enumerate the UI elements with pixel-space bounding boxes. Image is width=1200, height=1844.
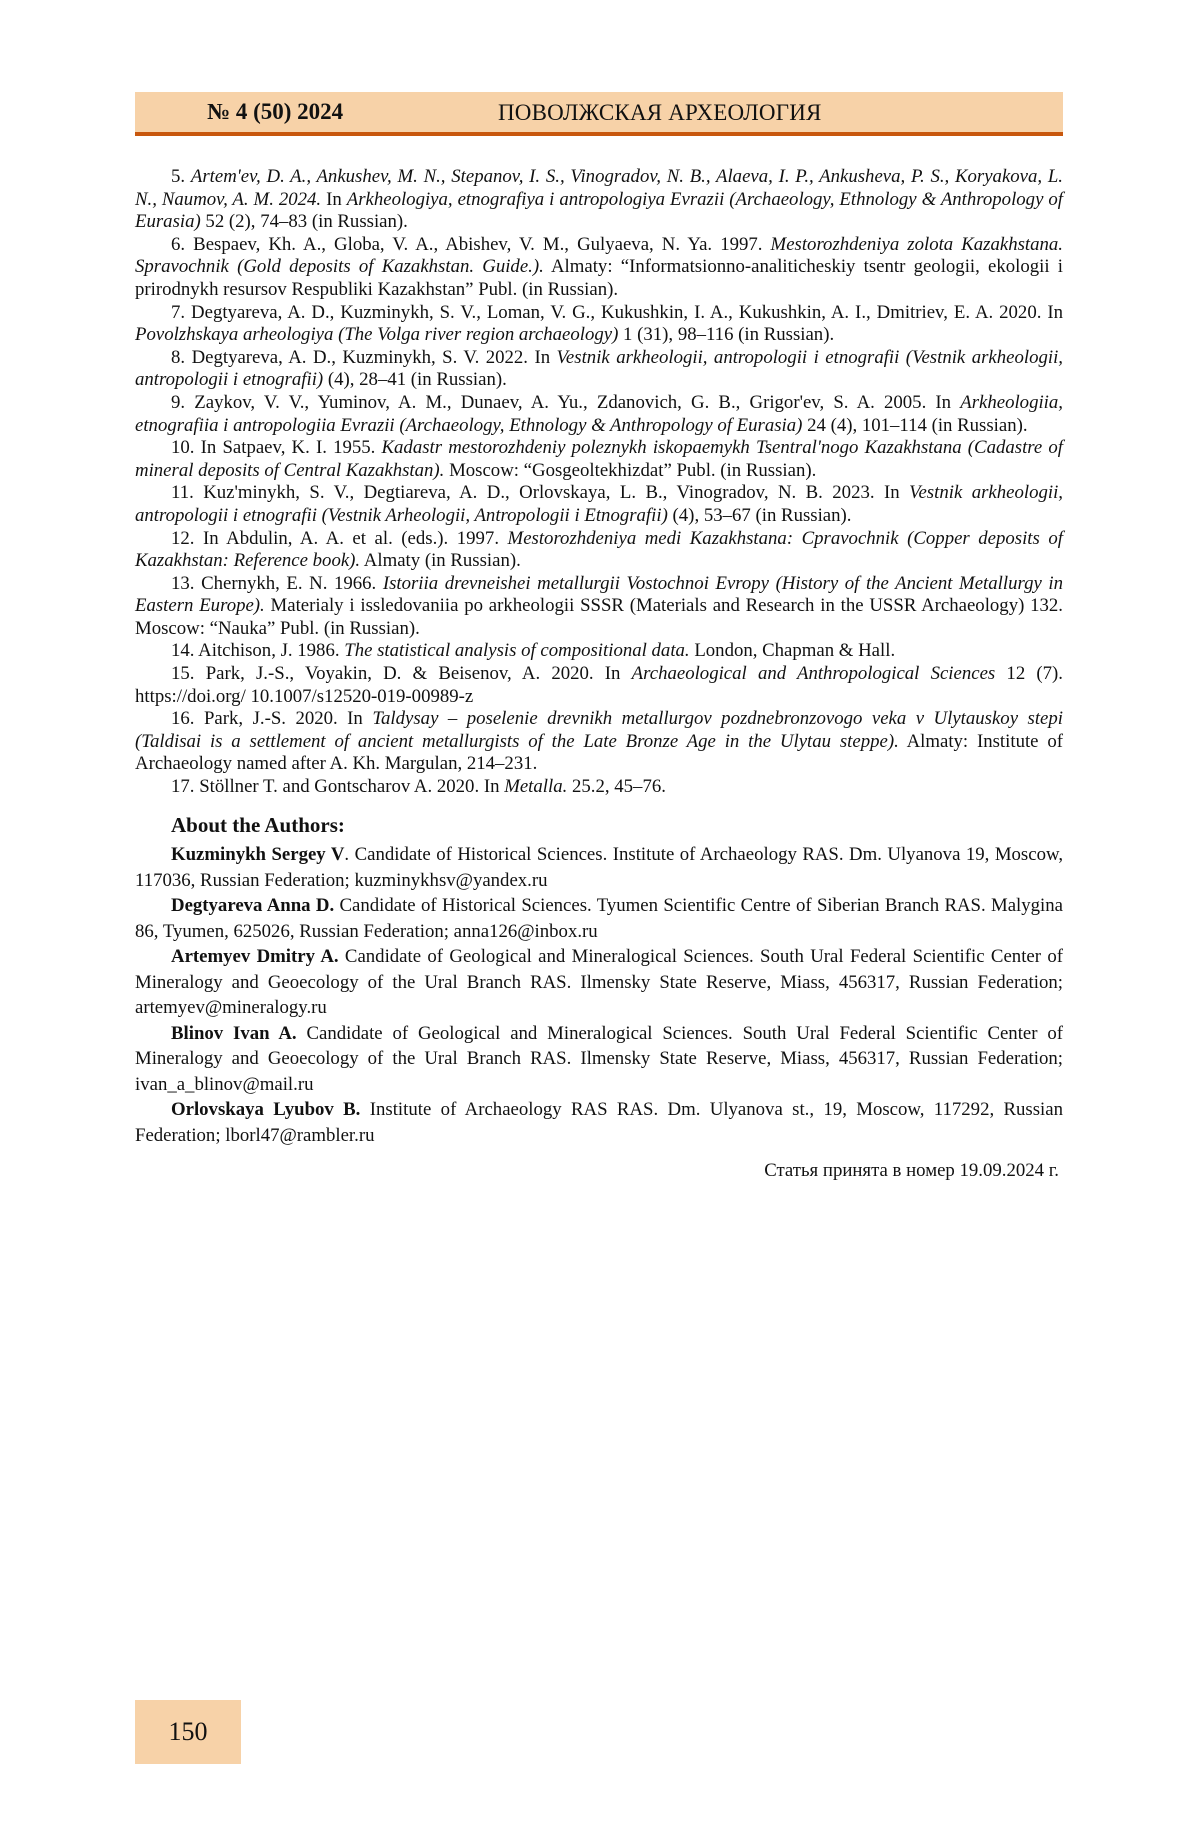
ref-details: 1 (31), 98–116 (in Russian). (618, 324, 834, 345)
ref-authors: Stöllner T. and Gontscharov A. 2020. (199, 776, 479, 797)
page-content (135, 166, 1063, 1183)
author-affiliation: Candidate of Geological and Mineralogical Sciences. South Ural Federal Scientific Center of Mineralogy and Geoecology of the Ural Branch RAS. Ilmensky State Reserve, Miass, 456317, Russian Federation; ivan_a_blinov@mail.ru (135, 1023, 1063, 1095)
author-affiliation: Candidate of Historical Sciences. Tyumen Scientific Centre of Siberian Branch RAS. Malygina 86, Tyumen, 625026, Russian Federation; anna126@inbox.ru (135, 895, 1063, 942)
ref-number: 17. (171, 776, 194, 797)
author-affiliation: Candidate of Geological and Mineralogical Sciences. South Ural Federal Scientific Center of Mineralogy and Geoecology of the Ural Branch RAS. Ilmensky State Reserve, Miass, 456317, Russian Federation; artemyev@mineralogy.ru (135, 946, 1063, 1018)
ref-details: 12 (7). https://doi.org/ 10.1007/s12520-019-00989-z (135, 663, 1063, 707)
ref-number: 7. (171, 302, 185, 323)
ref-number: 12. (171, 528, 194, 549)
reference-list (135, 166, 1063, 799)
ref-pre: In (1041, 302, 1063, 323)
ref-pre (762, 234, 770, 255)
ref-title: Kadastr mestorozhdeniy poleznykh iskopaemykh Tsentral'nogo Kazakhstana (Cadastre of mineral deposits of Central Kazakhstan). (135, 437, 1063, 481)
ref-authors: In Satpaev, K. I. 1955. (201, 437, 376, 458)
ref-pre (499, 528, 508, 549)
ref-pre (376, 573, 383, 594)
ref-pre: In (528, 347, 557, 368)
ref-number: 9. (171, 392, 185, 413)
reference-item (135, 437, 1063, 482)
ref-title: Vestnik arkheologii, antropologii i etnografii (Vestnik Arheologii, Antropologii i Etnografii) (135, 482, 1063, 526)
ref-details: (4), 53–67 (in Russian). (668, 505, 852, 526)
ref-title: Arkheologiia, etnografiia i antropologiia Evrazii (Archaeology, Ethnology & Anthropology of Eurasia) (135, 392, 1063, 436)
ref-authors: Chernykh, E. N. 1966. (201, 573, 376, 594)
ref-title: Istoriia drevneishei metallurgii Vostochnoi Evropy (History of the Ancient Metallurgy in Eastern Europe). (135, 573, 1063, 617)
author-list (135, 842, 1063, 1148)
author-entry (135, 1021, 1063, 1098)
ref-title: Mestorozhdeniya medi Kazakhstana: Cpravochnik (Copper deposits of Kazakhstan: Reference book). (135, 528, 1063, 572)
author-affiliation: . Candidate of Historical Sciences. Institute of Archaeology RAS. Dm. Ulyanova 19, Moscow, 117036, Russian Federation; kuzminykhsv@yandex.ru (135, 844, 1063, 891)
ref-title: Archaeological and Anthropological Sciences (632, 663, 996, 684)
reference-item (135, 347, 1063, 392)
reference-item (135, 573, 1063, 641)
ref-number: 10. (171, 437, 194, 458)
author-name: Artemyev Dmitry A. (171, 946, 339, 967)
ref-number: 15. (171, 663, 194, 684)
ref-authors: Artem'ev, D. A., Ankushev, M. N., Stepanov, I. S., Vinogradov, N. B., Alaeva, I. P., Ankusheva, P. S., Koryakova, L. N., Naumov, A. M. 2024. (135, 166, 1063, 210)
author-entry (135, 842, 1063, 893)
acceptance-note: Статья принята в номер 19.09.2024 г. (135, 1160, 1063, 1183)
reference-item (135, 528, 1063, 573)
about-authors-heading: About the Authors: (171, 814, 1063, 837)
ref-authors: Degtyareva, A. D., Kuzminykh, S. V. 2022. (192, 347, 528, 368)
ref-details: Almaty (in Russian). (360, 550, 521, 571)
ref-title: Metalla. (504, 776, 567, 797)
ref-number: 5. (171, 166, 185, 187)
reference-item (135, 166, 1063, 234)
page-number: 150 (135, 1700, 241, 1764)
ref-authors: Degtyareva, A. D., Kuzminykh, S. V., Loman, V. G., Kukushkin, I. A., Kukushkin, A. I., Dmitriev, E. A. 2020. (191, 302, 1041, 323)
ref-number: 16. (171, 708, 194, 729)
ref-details: Almaty: “Informatsionno-analiticheskiy tsentr geologii, ekologii i prirodnykh resursov Respubliki Kazakhstan” Publ. (in Russian). (135, 256, 1063, 300)
ref-authors: Bespaev, Kh. A., Globa, V. A., Abishev, V. M., Gulyaeva, N. Ya. 1997. (193, 234, 762, 255)
issue-number: № 4 (50) 2024 (207, 99, 343, 125)
reference-item (135, 708, 1063, 776)
ref-pre: In (594, 663, 632, 684)
ref-number: 11. (171, 482, 194, 503)
author-name: Kuzminykh Sergey V (171, 844, 344, 865)
author-name: Blinov Ivan A. (171, 1023, 297, 1044)
reference-item (135, 640, 1063, 663)
ref-title: The statistical analysis of compositional data. (344, 640, 689, 661)
author-name: Orlovskaya Lyubov B. (171, 1099, 360, 1120)
ref-details: Materialy i issledovaniia po arkheologii SSSR (Materials and Research in the USSR Archaeology) 132. Moscow: “Nauka” Publ. (in Russian). (135, 595, 1063, 639)
ref-title: Vestnik arkheologii, antropologii i etnografii (Vestnik arkheologii, antropologii i etnografii) (135, 347, 1063, 391)
author-name: Degtyareva Anna D. (171, 895, 334, 916)
ref-authors: Park, J.-S., Voyakin, D. & Beisenov, A. 2020. (206, 663, 594, 684)
reference-item (135, 776, 1063, 799)
ref-number: 14. (171, 640, 194, 661)
ref-pre: In (875, 482, 910, 503)
ref-title: Arkheologiya, etnografiya i antropologiya Evrazii (Archaeology, Ethnology & Anthropology of Eurasia) (135, 189, 1063, 233)
reference-item (135, 392, 1063, 437)
ref-authors: Park, J.-S. 2020. (204, 708, 338, 729)
author-entry (135, 944, 1063, 1021)
ref-title: Povolzhskaya arheologiya (The Volga river region archaeology) (135, 324, 618, 345)
ref-pre: In (338, 708, 373, 729)
ref-number: 6. (171, 234, 185, 255)
reference-item (135, 482, 1063, 527)
ref-authors: Kuz'minykh, S. V., Degtiareva, A. D., Orlovskaya, L. B., Vinogradov, N. B. 2023. (203, 482, 874, 503)
author-entry (135, 1097, 1063, 1148)
ref-title: Taldysay – poselenie drevnikh metallurgov pozdnebronzovogo veka v Ulytauskoy stepi (Taldisai is a settlement of ancient metallurgists of the Late Bronze Age in the Ulytau steppe). (135, 708, 1063, 752)
ref-authors: Aitchison, J. 1986. (198, 640, 339, 661)
ref-authors: Zaykov, V. V., Yuminov, A. M., Dunaev, A. Yu., Zdanovich, G. B., Grigor'ev, S. A. 2005. (194, 392, 926, 413)
ref-details: (4), 28–41 (in Russian). (323, 369, 507, 390)
journal-title: ПОВОЛЖСКАЯ АРХЕОЛОГИЯ (498, 100, 822, 126)
ref-details: Almaty: Institute of Archaeology named after A. Kh. Margulan, 214–231. (135, 731, 1063, 775)
reference-item (135, 234, 1063, 302)
ref-details: Moscow: “Gosgeoltekhizdat” Publ. (in Russian). (444, 460, 816, 481)
running-header (135, 92, 1063, 136)
ref-pre: In (926, 392, 960, 413)
ref-details: 24 (4), 101–114 (in Russian). (802, 415, 1027, 436)
reference-item (135, 302, 1063, 347)
ref-pre: In (479, 776, 504, 797)
author-affiliation: Institute of Archaeology RAS RAS. Dm. Ulyanova st., 19, Moscow, 117292, Russian Federation; lborl47@rambler.ru (135, 1099, 1063, 1146)
ref-details: London, Chapman & Hall. (690, 640, 896, 661)
ref-title: Mestorozhdeniya zolota Kazakhstana. Spravochnik (Gold deposits of Kazakhstan. Guide.). (135, 234, 1063, 278)
reference-item (135, 663, 1063, 708)
ref-number: 8. (171, 347, 185, 368)
ref-number: 13. (171, 573, 194, 594)
ref-details: 25.2, 45–76. (567, 776, 666, 797)
ref-authors: In Abdulin, A. A. et al. (eds.). 1997. (203, 528, 499, 549)
ref-details: 52 (2), 74–83 (in Russian). (201, 211, 408, 232)
ref-pre: In (321, 189, 347, 210)
author-entry (135, 893, 1063, 944)
